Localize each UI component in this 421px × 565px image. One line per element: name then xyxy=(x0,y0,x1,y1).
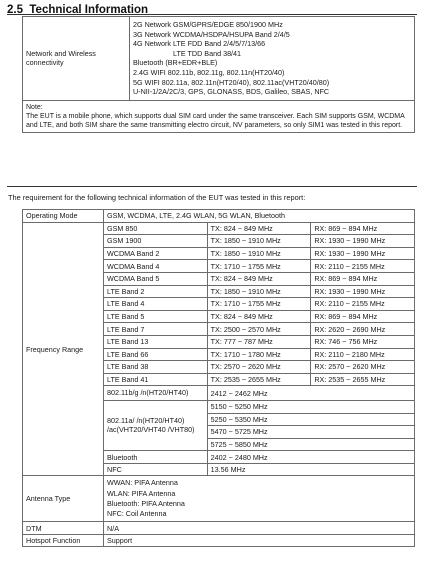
wifi24-mode: 802.11b/g /n(HT20/HT40) xyxy=(104,386,208,401)
hotspot-value: Support xyxy=(104,534,415,547)
band-name: LTE Band 4 xyxy=(104,298,208,311)
band-tx: TX: 824 ~ 849 MHz xyxy=(207,310,311,323)
band-tx: TX: 824 ~ 849 MHz xyxy=(207,222,311,235)
connectivity-line: 2.4G WIFI 802.11b, 802.11g, 802.11n(HT20/40) xyxy=(133,67,285,77)
wifi5-range: 5725 ~ 5850 MHz xyxy=(207,438,414,451)
connectivity-line: Bluetooth (BR+EDR+BLE) xyxy=(133,58,218,68)
band-name: WCDMA Band 2 xyxy=(104,247,208,260)
band-name: LTE Band 5 xyxy=(104,310,208,323)
section-divider xyxy=(7,186,417,187)
wifi24-range: 2412 ~ 2462 MHz xyxy=(207,386,414,401)
section-number: 2.5 xyxy=(7,4,23,16)
connectivity-line: 2G Network GSM/GPRS/EDGE 850/1900 MHz xyxy=(133,20,283,29)
wifi5-range: 5150 ~ 5250 MHz xyxy=(207,400,414,413)
band-name: LTE Band 7 xyxy=(104,323,208,336)
band-tx: TX: 1850 ~ 1910 MHz xyxy=(207,285,311,298)
technical-info-table xyxy=(22,16,415,133)
band-name: LTE Band 66 xyxy=(104,348,208,361)
band-rx: RX: 869 ~ 894 MHz xyxy=(311,222,415,235)
antenna-line: NFC: Coil Antenna xyxy=(107,509,167,519)
note-label: Note: xyxy=(26,103,43,111)
antenna-line: Bluetooth: PIFA Antenna xyxy=(107,498,185,508)
requirements-table xyxy=(22,209,415,547)
nfc-label: NFC xyxy=(104,463,208,476)
band-rx: RX: 2535 ~ 2655 MHz xyxy=(311,373,415,386)
connectivity-line: 5G WIFI 802.11a, 802.11n(HT20/40), 802.11ac(VHT20/40/80) xyxy=(133,77,330,87)
frequency-range-label: Frequency Range xyxy=(23,222,104,476)
antenna-line: WLAN: PIFA Antenna xyxy=(107,488,176,498)
band-rx: RX: 2570 ~ 2620 MHz xyxy=(311,361,415,374)
heading-rule xyxy=(7,14,417,15)
band-tx: TX: 1850 ~ 1910 MHz xyxy=(207,235,311,248)
nfc-range: 13.56 MHz xyxy=(207,463,414,476)
band-tx: TX: 1710 ~ 1755 MHz xyxy=(207,298,311,311)
note-cell xyxy=(23,100,415,133)
band-rx: RX: 1930 ~ 1990 MHz xyxy=(311,285,415,298)
wifi5-range: 5470 ~ 5725 MHz xyxy=(207,426,414,439)
band-rx: RX: 2620 ~ 2690 MHz xyxy=(311,323,415,336)
band-rx: RX: 869 ~ 894 MHz xyxy=(311,272,415,285)
band-name: LTE Band 2 xyxy=(104,285,208,298)
band-tx: TX: 2535 ~ 2655 MHz xyxy=(207,373,311,386)
connectivity-line: 3G Network WCDMA/HSDPA/HSUPA Band 2/4/5 xyxy=(133,29,290,39)
band-rx: RX: 2110 ~ 2180 MHz xyxy=(311,348,415,361)
operating-mode-label: Operating Mode xyxy=(23,210,104,223)
band-rx: RX: 746 ~ 756 MHz xyxy=(311,335,415,348)
band-name: GSM 1900 xyxy=(104,235,208,248)
connectivity-line: U-NII-1/2A/2C/3, GPS, GLONASS, BDS, Galileo, SBAS, NFC xyxy=(133,87,330,97)
band-tx: TX: 1710 ~ 1755 MHz xyxy=(207,260,311,273)
band-name: GSM 850 xyxy=(104,222,208,235)
dtm-label: DTM xyxy=(23,522,104,535)
wifi5-mode: 802.11a/ /n(HT20/HT40) /ac(VHT20/VHT40 /VHT80) xyxy=(104,400,208,450)
band-rx: RX: 1930 ~ 1990 MHz xyxy=(311,247,415,260)
antenna-type-value xyxy=(104,476,415,522)
band-name: WCDMA Band 5 xyxy=(104,272,208,285)
wifi5-range: 5250 ~ 5350 MHz xyxy=(207,413,414,426)
antenna-line: WWAN: PIFA Antenna xyxy=(107,478,178,488)
connectivity-details xyxy=(130,17,415,101)
connectivity-label: Network and Wireless connectivity xyxy=(23,17,130,101)
connectivity-line: LTE TDD Band 38/41 xyxy=(173,48,242,58)
requirement-intro: The requirement for the following technical information of the EUT was tested in this report: xyxy=(8,193,306,202)
band-rx: RX: 2110 ~ 2155 MHz xyxy=(311,260,415,273)
connectivity-line: 4G Network LTE FDD Band 2/4/5/7/13/66 xyxy=(133,39,266,49)
band-tx: TX: 2500 ~ 2570 MHz xyxy=(207,323,311,336)
band-tx: TX: 777 ~ 787 MHz xyxy=(207,335,311,348)
band-name: LTE Band 41 xyxy=(104,373,208,386)
bluetooth-label: Bluetooth xyxy=(104,451,208,464)
band-name: WCDMA Band 4 xyxy=(104,260,208,273)
band-rx: RX: 1930 ~ 1990 MHz xyxy=(311,235,415,248)
section-title: Technical Information xyxy=(29,4,149,16)
band-rx: RX: 2110 ~ 2155 MHz xyxy=(311,298,415,311)
antenna-type-label: Antenna Type xyxy=(23,476,104,522)
band-tx: TX: 2570 ~ 2620 MHz xyxy=(207,361,311,374)
band-rx: RX: 869 ~ 894 MHz xyxy=(311,310,415,323)
bluetooth-range: 2402 ~ 2480 MHz xyxy=(207,451,414,464)
band-tx: TX: 824 ~ 849 MHz xyxy=(207,272,311,285)
band-name: LTE Band 38 xyxy=(104,361,208,374)
dtm-value: N/A xyxy=(104,522,415,535)
operating-mode-value: GSM, WCDMA, LTE, 2.4G WLAN, 5G WLAN, Bluetooth xyxy=(104,210,415,223)
note-text: The EUT is a mobile phone, which supports dual SIM card under the same transceiver. Each SIM supports GSM, WCDMA and LTE, and both SIM share the same transmitting electro circuit, NV parameters, so only SIM1 was tested in this report. xyxy=(26,112,405,130)
band-tx: TX: 1850 ~ 1910 MHz xyxy=(207,247,311,260)
hotspot-label: Hotspot Function xyxy=(23,534,104,547)
band-name: LTE Band 13 xyxy=(104,335,208,348)
band-tx: TX: 1710 ~ 1780 MHz xyxy=(207,348,311,361)
